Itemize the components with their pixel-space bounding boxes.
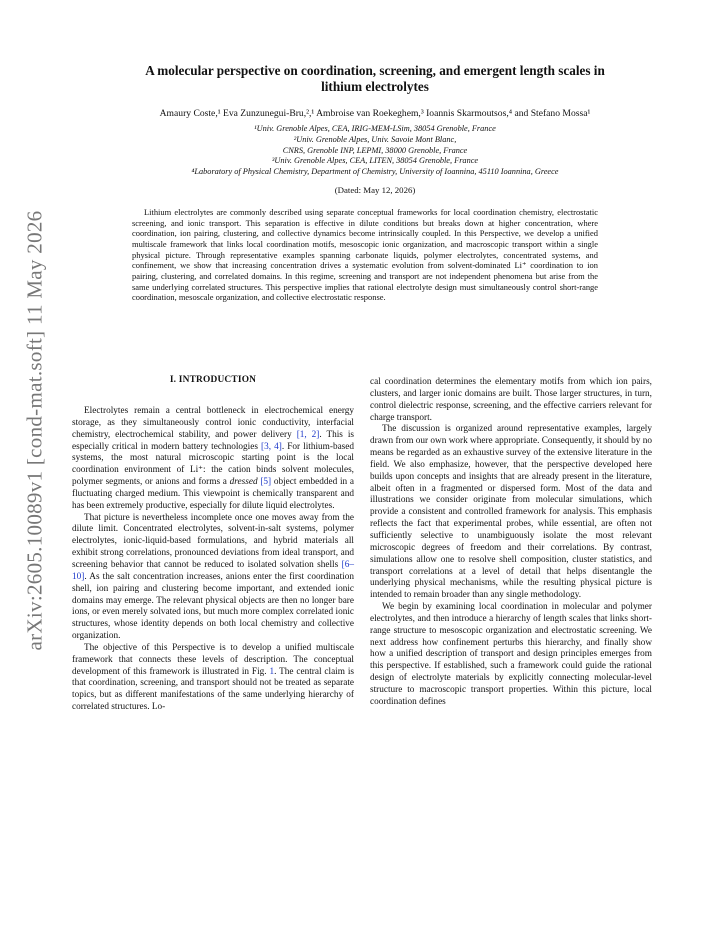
figure-link[interactable]: 1 bbox=[269, 666, 275, 677]
title-line-2: lithium electrolytes bbox=[321, 79, 429, 94]
affiliation-2: ²Univ. Grenoble Alpes, Univ. Savoie Mont Blanc, bbox=[293, 134, 457, 144]
paragraph: That picture is nevertheless incomplete once one moves away from the dilute limit. Concentrated electrolytes, solvent-in-salt systems, polymer electrolytes, ionic-liquid-based formulations, and hybrid materials all exhibit strong correlations, pronounced deviations from ideal transport, and screening behavior that cannot be reduced to isolated solvation shells [6–10]. As the salt concentration increases, anions enter the first coordination shell, ion pairing and clustering become important, and extended ionic domains may emerge. The relevant physical objects are then no longer bare ions, or even merely solvated ions, but much more complex correlated ionic structures, whose identity depends on both local chemistry and collective organization. bbox=[72, 512, 354, 642]
affiliation-1: ¹Univ. Grenoble Alpes, CEA, IRIG-MEM-LSim, 38054 Grenoble, France bbox=[254, 124, 496, 133]
paragraph: The objective of this Perspective is to develop a unified multiscale framework that connects these levels of description. The conceptual development of this framework is illustrated in Fig. 1. The central claim is that coordination, screening, and transport should not be treated as separate topics, but as different manifestations of the same underlying hierarchy of correlated structures. Lo- bbox=[72, 642, 354, 713]
citation-link[interactable]: [1, 2] bbox=[296, 429, 320, 440]
emphasis: dressed bbox=[229, 477, 258, 488]
affiliation-4: ⁴Laboratory of Physical Chemistry, Department of Chemistry, University of Ioannina, 45110 Ioannina, Greece bbox=[191, 167, 559, 177]
arxiv-identifier: arXiv:2605.10089v1 [cond-mat.soft] 11 May 2026 bbox=[22, 210, 47, 650]
title-line-1: A molecular perspective on coordination, screening, and emergent length scales in bbox=[145, 63, 605, 78]
paragraph: cal coordination determines the elementary motifs from which ion pairs, clusters, and larger ionic domains are built. Those larger structures, in turn, control dielectric response, screening, and the effective carriers relevant for charge transport. bbox=[370, 377, 652, 423]
arxiv-sidebar-stamp bbox=[18, 210, 52, 650]
author-list: Amaury Coste,¹ Eva Zunzunegui-Bru,²,¹ Ambroise van Roekeghem,³ Ioannis Skarmoutsos,⁴ and Stefano Mossa¹ bbox=[159, 108, 591, 119]
affiliation-2-cont: CNRS, Grenoble INP, LEPMI, 38000 Grenoble, France bbox=[282, 145, 468, 155]
left-column bbox=[72, 375, 354, 714]
paragraph: Electrolytes remain a central bottleneck in electrochemical energy storage, as they simultaneously control ionic conductivity, interfacial chemistry, electrochemical stability, and power delivery [1, 2]. This is especially critical in modern battery technologies [3, 4]. For lithium-based systems, the most natural microscopic starting point is the local coordination environment of Li⁺: the cation binds solvent molecules, polymer segments, or anions and forms a dressed [5] object embedded in a fluctuating charged medium. This viewpoint is chemically transparent and has been extremely productive, especially for dilute liquid electrolytes. bbox=[72, 406, 355, 511]
citation-link[interactable]: [3, 4] bbox=[261, 441, 282, 452]
affiliation-3: ³Univ. Grenoble Alpes, CEA, LITEN, 38054 Grenoble, France bbox=[271, 156, 479, 166]
paragraph: We begin by examining local coordination in molecular and polymer electrolytes, and then introduce a hierarchy of length scales that links short-range structure to mesoscopic organization and electrostatic screening. We next address how confinement perturbs this hierarchy, and finally show how a unified description of transport and design principles emerges from this perspective. If established, such a framework could guide the rational design of electrolyte materials by explicitly connecting molecular-level structure to macroscopic transport properties. Within this picture, local coordination defines bbox=[370, 602, 652, 707]
citation-link[interactable]: [6–10] bbox=[72, 559, 354, 582]
paragraph: The discussion is organized around representative examples, largely drawn from our own work where appropriate. Consequently, it should by no means be regarded as an exhaustive survey of the extensive literature in the field. We also emphasize, however, that the perspective developed here builds upon concepts and insights that are already present in the literature, albeit often in a fragmented or dispersed form. Most of the data and illustrations we consider originate from molecular simulations, which provide a consistent and controlled framework for analysis. This emphasis reflects the fact that experimental probes, while essential, are often not sufficiently selective to unambiguously isolate the most relevant microscopic degrees of freedom and their correlations. By contrast, simulations allow one to resolve shell composition, cluster statistics, and transport correlations at a level of detail that helps disentangle the underlying physical mechanisms, while the resulting physical picture is intended to remain broader than any single methodology. bbox=[370, 424, 652, 601]
affiliations bbox=[70, 124, 680, 178]
citation-link[interactable]: [5] bbox=[260, 477, 272, 488]
right-column bbox=[370, 377, 652, 709]
dated-line: (Dated: May 12, 2026) bbox=[334, 185, 416, 195]
section-heading: I. INTRODUCTION bbox=[169, 375, 257, 385]
paper-title bbox=[70, 63, 680, 95]
abstract: Lithium electrolytes are commonly described using separate conceptual frameworks for local coordination chemistry, electrostatic screening, and ionic transport. This separation is effective in dilute conditions but breaks down at higher concentration, where coordination, ion pairing, clustering, and collective dynamics become intrinsically coupled. In this Perspective, we develop a unified multiscale framework that links local coordination motifs, mesoscopic ionic organization, and macroscopic transport within a single physical picture. Through representative examples spanning carbonate liquids, polymer electrolytes, concentrated systems, and confinement, we show that increasing concentration drives a systematic evolution from solvent-dominated Li⁺ coordination to ion pairing, clustering, and correlated domains. In this regime, screening and transport are not independent phenomena but arise from the same underlying correlated structures. This perspective implies that rational electrolyte design must simultaneously control short-range coordination, mesoscale organization, and collective electrostatic response. bbox=[132, 207, 598, 303]
